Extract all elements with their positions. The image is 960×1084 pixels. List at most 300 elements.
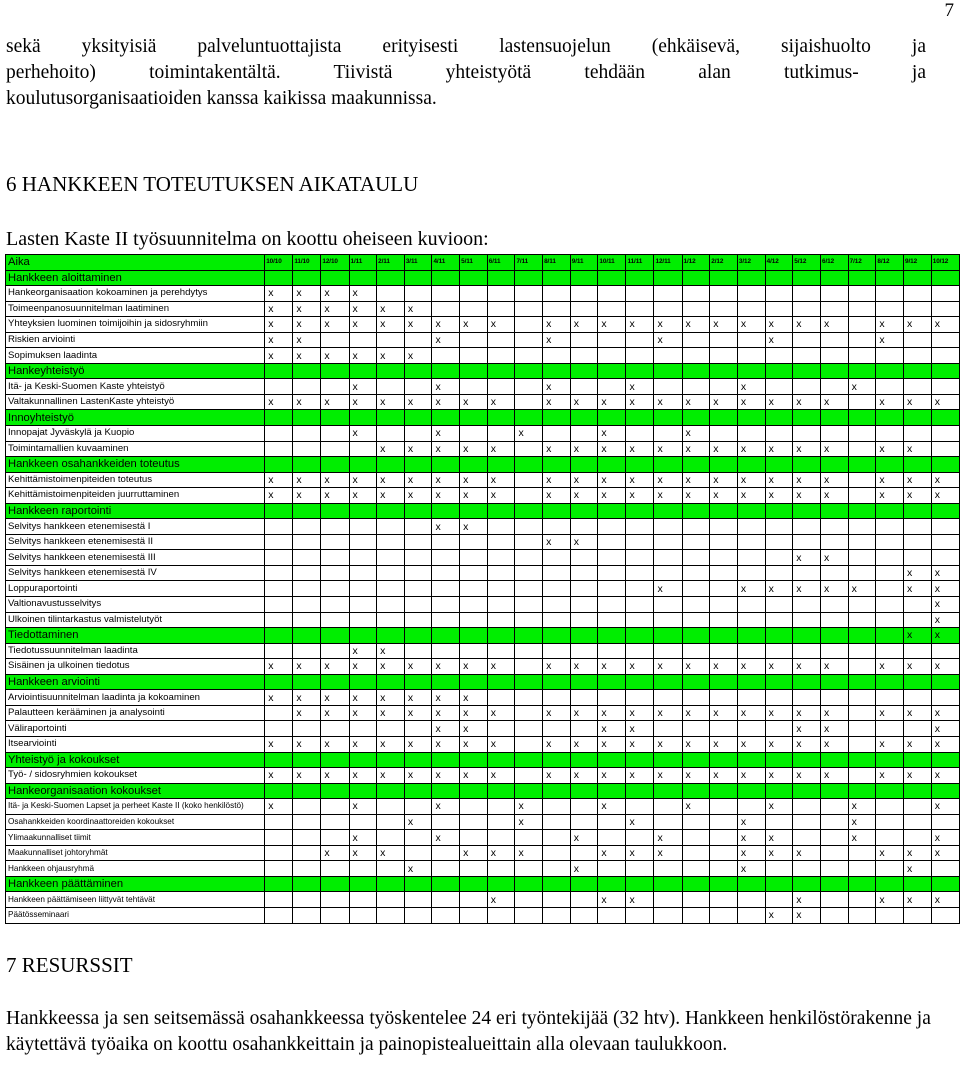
schedule-mark: x bbox=[820, 317, 848, 333]
schedule-cell bbox=[737, 674, 765, 690]
schedule-cell bbox=[626, 363, 654, 379]
schedule-cell bbox=[570, 581, 598, 597]
schedule-mark: x bbox=[515, 426, 543, 442]
schedule-cell bbox=[515, 394, 543, 410]
schedule-mark: x bbox=[265, 768, 293, 784]
schedule-mark: x bbox=[432, 441, 460, 457]
schedule-mark: x bbox=[598, 705, 626, 721]
schedule-mark: x bbox=[682, 441, 710, 457]
schedule-cell bbox=[404, 597, 432, 613]
schedule-cell bbox=[848, 503, 876, 519]
schedule-mark: x bbox=[377, 643, 405, 659]
schedule-cell bbox=[321, 721, 349, 737]
schedule-cell bbox=[460, 379, 488, 395]
schedule-mark: x bbox=[793, 550, 821, 566]
schedule-cell bbox=[876, 363, 904, 379]
schedule-cell bbox=[432, 814, 460, 830]
schedule-cell bbox=[682, 830, 710, 846]
schedule-cell bbox=[515, 830, 543, 846]
schedule-cell bbox=[265, 705, 293, 721]
schedule-mark: x bbox=[487, 768, 515, 784]
schedule-mark: x bbox=[626, 394, 654, 410]
schedule-mark: x bbox=[876, 736, 904, 752]
schedule-mark: x bbox=[682, 736, 710, 752]
schedule-mark: x bbox=[432, 705, 460, 721]
schedule-cell bbox=[626, 270, 654, 286]
schedule-cell bbox=[904, 363, 932, 379]
schedule-cell bbox=[321, 814, 349, 830]
schedule-cell bbox=[293, 612, 321, 628]
schedule-mark: x bbox=[793, 907, 821, 923]
schedule-cell bbox=[460, 814, 488, 830]
schedule-cell bbox=[682, 348, 710, 364]
schedule-cell bbox=[349, 503, 377, 519]
schedule-cell bbox=[321, 457, 349, 473]
schedule-mark: x bbox=[737, 659, 765, 675]
schedule-mark: x bbox=[487, 394, 515, 410]
row-label: Yhteistyö ja kokoukset bbox=[6, 752, 265, 768]
schedule-cell bbox=[487, 519, 515, 535]
schedule-mark: x bbox=[570, 317, 598, 333]
schedule-cell bbox=[570, 752, 598, 768]
schedule-mark: x bbox=[904, 441, 932, 457]
schedule-mark: x bbox=[460, 690, 488, 706]
schedule-cell bbox=[321, 379, 349, 395]
schedule-cell bbox=[432, 363, 460, 379]
schedule-cell bbox=[404, 332, 432, 348]
schedule-mark: x bbox=[710, 441, 738, 457]
schedule-cell bbox=[487, 752, 515, 768]
schedule-mark: x bbox=[293, 705, 321, 721]
schedule-mark: x bbox=[570, 488, 598, 504]
schedule-task-row bbox=[6, 332, 960, 348]
schedule-cell bbox=[931, 503, 959, 519]
schedule-mark: x bbox=[904, 736, 932, 752]
schedule-cell bbox=[377, 519, 405, 535]
schedule-cell bbox=[626, 550, 654, 566]
schedule-cell bbox=[848, 768, 876, 784]
schedule-cell bbox=[737, 534, 765, 550]
schedule-cell bbox=[265, 783, 293, 799]
schedule-cell bbox=[848, 426, 876, 442]
schedule-cell bbox=[820, 690, 848, 706]
schedule-mark: x bbox=[293, 768, 321, 784]
schedule-mark: x bbox=[293, 736, 321, 752]
schedule-cell bbox=[820, 457, 848, 473]
schedule-section-row bbox=[6, 628, 960, 644]
schedule-cell bbox=[377, 752, 405, 768]
schedule-cell bbox=[876, 690, 904, 706]
schedule-cell bbox=[848, 286, 876, 302]
schedule-cell bbox=[598, 597, 626, 613]
schedule-mark: x bbox=[654, 768, 682, 784]
schedule-mark: x bbox=[432, 317, 460, 333]
schedule-cell bbox=[432, 752, 460, 768]
schedule-cell bbox=[737, 457, 765, 473]
schedule-cell bbox=[765, 597, 793, 613]
schedule-task-row bbox=[6, 736, 960, 752]
schedule-cell bbox=[543, 426, 571, 442]
schedule-cell bbox=[404, 534, 432, 550]
schedule-section-row bbox=[6, 410, 960, 426]
schedule-mark: x bbox=[765, 845, 793, 861]
schedule-cell bbox=[515, 270, 543, 286]
schedule-mark: x bbox=[432, 799, 460, 815]
schedule-cell bbox=[682, 550, 710, 566]
schedule-mark: x bbox=[765, 705, 793, 721]
schedule-cell bbox=[515, 565, 543, 581]
month-header: 6/12 bbox=[820, 255, 848, 271]
schedule-cell bbox=[931, 690, 959, 706]
schedule-cell bbox=[432, 907, 460, 923]
schedule-cell bbox=[710, 876, 738, 892]
schedule-cell bbox=[682, 410, 710, 426]
schedule-cell bbox=[487, 612, 515, 628]
schedule-cell bbox=[793, 612, 821, 628]
schedule-cell bbox=[543, 503, 571, 519]
schedule-cell bbox=[460, 426, 488, 442]
schedule-cell bbox=[543, 612, 571, 628]
schedule-cell bbox=[432, 270, 460, 286]
schedule-cell bbox=[820, 907, 848, 923]
schedule-cell bbox=[460, 410, 488, 426]
schedule-cell bbox=[904, 907, 932, 923]
schedule-cell bbox=[265, 597, 293, 613]
row-label: Itsearviointi bbox=[6, 736, 265, 752]
schedule-mark: x bbox=[487, 659, 515, 675]
schedule-cell bbox=[654, 861, 682, 877]
schedule-cell bbox=[820, 426, 848, 442]
schedule-cell bbox=[765, 426, 793, 442]
schedule-cell bbox=[737, 363, 765, 379]
schedule-cell bbox=[293, 674, 321, 690]
schedule-cell bbox=[904, 332, 932, 348]
schedule-cell bbox=[876, 643, 904, 659]
schedule-cell bbox=[626, 410, 654, 426]
schedule-cell bbox=[487, 301, 515, 317]
schedule-cell bbox=[626, 783, 654, 799]
schedule-mark: x bbox=[432, 394, 460, 410]
schedule-cell bbox=[904, 876, 932, 892]
schedule-cell bbox=[793, 565, 821, 581]
schedule-cell bbox=[820, 534, 848, 550]
schedule-mark: x bbox=[765, 317, 793, 333]
schedule-cell bbox=[710, 814, 738, 830]
schedule-cell bbox=[265, 565, 293, 581]
schedule-cell bbox=[904, 597, 932, 613]
schedule-cell bbox=[931, 783, 959, 799]
schedule-mark: x bbox=[876, 332, 904, 348]
schedule-cell bbox=[404, 363, 432, 379]
schedule-cell bbox=[904, 348, 932, 364]
month-header: 10/11 bbox=[598, 255, 626, 271]
schedule-cell bbox=[710, 643, 738, 659]
schedule-cell bbox=[321, 410, 349, 426]
schedule-cell bbox=[626, 690, 654, 706]
schedule-cell bbox=[570, 457, 598, 473]
month-header: 7/12 bbox=[848, 255, 876, 271]
schedule-mark: x bbox=[765, 659, 793, 675]
schedule-cell bbox=[432, 643, 460, 659]
schedule-mark: x bbox=[321, 317, 349, 333]
schedule-cell bbox=[682, 534, 710, 550]
schedule-cell bbox=[793, 301, 821, 317]
schedule-mark: x bbox=[432, 519, 460, 535]
schedule-cell bbox=[570, 379, 598, 395]
schedule-cell bbox=[515, 581, 543, 597]
schedule-mark: x bbox=[820, 721, 848, 737]
schedule-mark: x bbox=[820, 659, 848, 675]
schedule-mark: x bbox=[931, 628, 959, 644]
schedule-mark: x bbox=[848, 581, 876, 597]
schedule-cell bbox=[377, 799, 405, 815]
schedule-mark: x bbox=[931, 394, 959, 410]
schedule-mark: x bbox=[876, 441, 904, 457]
row-label: Hankeyhteistyö bbox=[6, 363, 265, 379]
schedule-cell bbox=[293, 830, 321, 846]
schedule-mark: x bbox=[765, 799, 793, 815]
schedule-mark: x bbox=[904, 892, 932, 908]
schedule-cell bbox=[598, 752, 626, 768]
schedule-cell bbox=[654, 534, 682, 550]
schedule-cell bbox=[904, 752, 932, 768]
schedule-cell bbox=[598, 457, 626, 473]
schedule-cell bbox=[931, 379, 959, 395]
schedule-cell bbox=[848, 550, 876, 566]
schedule-cell bbox=[682, 597, 710, 613]
schedule-cell bbox=[515, 643, 543, 659]
schedule-cell bbox=[377, 892, 405, 908]
schedule-mark: x bbox=[904, 659, 932, 675]
schedule-section-row bbox=[6, 270, 960, 286]
schedule-cell bbox=[654, 814, 682, 830]
schedule-cell bbox=[570, 690, 598, 706]
schedule-mark: x bbox=[377, 317, 405, 333]
schedule-cell bbox=[848, 612, 876, 628]
schedule-cell bbox=[570, 597, 598, 613]
schedule-cell bbox=[654, 410, 682, 426]
schedule-cell bbox=[543, 270, 571, 286]
schedule-cell bbox=[848, 348, 876, 364]
schedule-cell bbox=[793, 410, 821, 426]
schedule-cell bbox=[848, 488, 876, 504]
schedule-mark: x bbox=[793, 721, 821, 737]
schedule-cell bbox=[487, 534, 515, 550]
schedule-cell bbox=[543, 643, 571, 659]
schedule-cell bbox=[293, 861, 321, 877]
schedule-cell bbox=[404, 503, 432, 519]
schedule-mark: x bbox=[904, 628, 932, 644]
schedule-mark: x bbox=[820, 736, 848, 752]
schedule-mark: x bbox=[598, 426, 626, 442]
schedule-cell bbox=[487, 270, 515, 286]
schedule-cell bbox=[543, 550, 571, 566]
schedule-task-row bbox=[6, 519, 960, 535]
schedule-mark: x bbox=[626, 472, 654, 488]
row-label: Palautteen kerääminen ja analysointi bbox=[6, 705, 265, 721]
schedule-mark: x bbox=[737, 736, 765, 752]
schedule-cell bbox=[570, 363, 598, 379]
schedule-cell bbox=[654, 286, 682, 302]
schedule-mark: x bbox=[404, 441, 432, 457]
schedule-cell bbox=[737, 503, 765, 519]
month-header: 12/11 bbox=[654, 255, 682, 271]
schedule-cell bbox=[931, 534, 959, 550]
schedule-cell bbox=[848, 394, 876, 410]
schedule-cell bbox=[293, 534, 321, 550]
schedule-mark: x bbox=[487, 892, 515, 908]
schedule-cell bbox=[570, 286, 598, 302]
schedule-cell bbox=[377, 363, 405, 379]
schedule-cell bbox=[377, 907, 405, 923]
schedule-cell bbox=[598, 270, 626, 286]
schedule-mark: x bbox=[682, 488, 710, 504]
schedule-mark: x bbox=[598, 488, 626, 504]
schedule-mark: x bbox=[793, 659, 821, 675]
schedule-cell bbox=[765, 643, 793, 659]
schedule-cell bbox=[876, 426, 904, 442]
row-label: Maakunnalliset johtoryhmät bbox=[6, 845, 265, 861]
schedule-mark: x bbox=[820, 394, 848, 410]
schedule-cell bbox=[404, 565, 432, 581]
schedule-cell bbox=[543, 363, 571, 379]
schedule-cell bbox=[682, 721, 710, 737]
schedule-cell bbox=[570, 876, 598, 892]
schedule-cell bbox=[377, 674, 405, 690]
schedule-cell bbox=[710, 332, 738, 348]
schedule-mark: x bbox=[848, 379, 876, 395]
schedule-mark: x bbox=[710, 317, 738, 333]
schedule-cell bbox=[487, 861, 515, 877]
schedule-cell bbox=[626, 907, 654, 923]
schedule-cell bbox=[876, 457, 904, 473]
schedule-cell bbox=[820, 674, 848, 690]
schedule-cell bbox=[626, 830, 654, 846]
schedule-mark: x bbox=[570, 534, 598, 550]
schedule-cell bbox=[654, 612, 682, 628]
schedule-cell bbox=[737, 597, 765, 613]
schedule-cell bbox=[515, 783, 543, 799]
schedule-cell bbox=[848, 457, 876, 473]
schedule-mark: x bbox=[349, 348, 377, 364]
schedule-cell bbox=[598, 907, 626, 923]
schedule-cell bbox=[793, 426, 821, 442]
schedule-mark: x bbox=[904, 317, 932, 333]
schedule-task-row bbox=[6, 301, 960, 317]
schedule-cell bbox=[487, 907, 515, 923]
schedule-cell bbox=[349, 410, 377, 426]
schedule-cell bbox=[349, 519, 377, 535]
schedule-cell bbox=[904, 270, 932, 286]
schedule-cell bbox=[460, 286, 488, 302]
schedule-mark: x bbox=[737, 488, 765, 504]
schedule-cell bbox=[487, 581, 515, 597]
schedule-cell bbox=[377, 534, 405, 550]
schedule-mark: x bbox=[710, 472, 738, 488]
schedule-cell bbox=[321, 783, 349, 799]
schedule-mark: x bbox=[710, 736, 738, 752]
schedule-cell bbox=[265, 752, 293, 768]
schedule-mark: x bbox=[432, 472, 460, 488]
schedule-cell bbox=[820, 286, 848, 302]
schedule-mark: x bbox=[710, 394, 738, 410]
schedule-cell bbox=[626, 301, 654, 317]
schedule-mark: x bbox=[432, 332, 460, 348]
schedule-cell bbox=[377, 721, 405, 737]
schedule-mark: x bbox=[710, 705, 738, 721]
schedule-cell bbox=[543, 286, 571, 302]
schedule-cell bbox=[598, 830, 626, 846]
schedule-mark: x bbox=[487, 472, 515, 488]
month-header: 9/12 bbox=[904, 255, 932, 271]
schedule-cell bbox=[682, 783, 710, 799]
schedule-mark: x bbox=[570, 830, 598, 846]
schedule-mark: x bbox=[377, 394, 405, 410]
schedule-mark: x bbox=[654, 394, 682, 410]
schedule-mark: x bbox=[737, 379, 765, 395]
schedule-cell bbox=[931, 752, 959, 768]
schedule-cell bbox=[820, 892, 848, 908]
schedule-task-row bbox=[6, 643, 960, 659]
schedule-mark: x bbox=[321, 705, 349, 721]
schedule-cell bbox=[598, 814, 626, 830]
schedule-cell bbox=[321, 628, 349, 644]
schedule-cell bbox=[321, 519, 349, 535]
schedule-mark: x bbox=[570, 472, 598, 488]
schedule-mark: x bbox=[682, 768, 710, 784]
schedule-task-row bbox=[6, 861, 960, 877]
schedule-cell bbox=[349, 581, 377, 597]
schedule-cell bbox=[598, 565, 626, 581]
schedule-mark: x bbox=[460, 768, 488, 784]
schedule-mark: x bbox=[931, 659, 959, 675]
schedule-cell bbox=[293, 581, 321, 597]
schedule-mark: x bbox=[654, 659, 682, 675]
row-label: Itä- ja Keski-Suomen Lapset ja perheet Kaste II (koko henkilöstö) bbox=[6, 799, 265, 815]
schedule-cell bbox=[765, 690, 793, 706]
schedule-cell bbox=[321, 565, 349, 581]
schedule-cell bbox=[377, 379, 405, 395]
closing-paragraph: Hankkeessa ja sen seitsemässä osahankkeessa työskentelee 24 eri työntekijää (32 htv). Hankkeen henkilöstörakenne ja käytettävä työaika on koottu osahankkeittain ja painopistealueittain alla olevaan taulukkoon. bbox=[6, 1008, 931, 1055]
schedule-cell bbox=[848, 628, 876, 644]
schedule-cell bbox=[321, 799, 349, 815]
schedule-cell bbox=[737, 550, 765, 566]
schedule-cell bbox=[904, 301, 932, 317]
schedule-task-row bbox=[6, 845, 960, 861]
schedule-cell bbox=[848, 534, 876, 550]
schedule-cell bbox=[710, 565, 738, 581]
schedule-mark: x bbox=[265, 317, 293, 333]
schedule-cell bbox=[931, 814, 959, 830]
schedule-mark: x bbox=[377, 348, 405, 364]
schedule-cell bbox=[904, 379, 932, 395]
schedule-cell bbox=[737, 348, 765, 364]
schedule-mark: x bbox=[377, 301, 405, 317]
schedule-mark: x bbox=[654, 581, 682, 597]
schedule-cell bbox=[515, 503, 543, 519]
schedule-cell bbox=[848, 565, 876, 581]
schedule-cell bbox=[793, 814, 821, 830]
schedule-mark: x bbox=[765, 332, 793, 348]
schedule-cell bbox=[293, 597, 321, 613]
schedule-task-row bbox=[6, 488, 960, 504]
schedule-mark: x bbox=[404, 861, 432, 877]
schedule-mark: x bbox=[876, 892, 904, 908]
schedule-cell bbox=[820, 814, 848, 830]
schedule-cell bbox=[626, 597, 654, 613]
schedule-cell bbox=[626, 861, 654, 877]
schedule-cell bbox=[293, 892, 321, 908]
